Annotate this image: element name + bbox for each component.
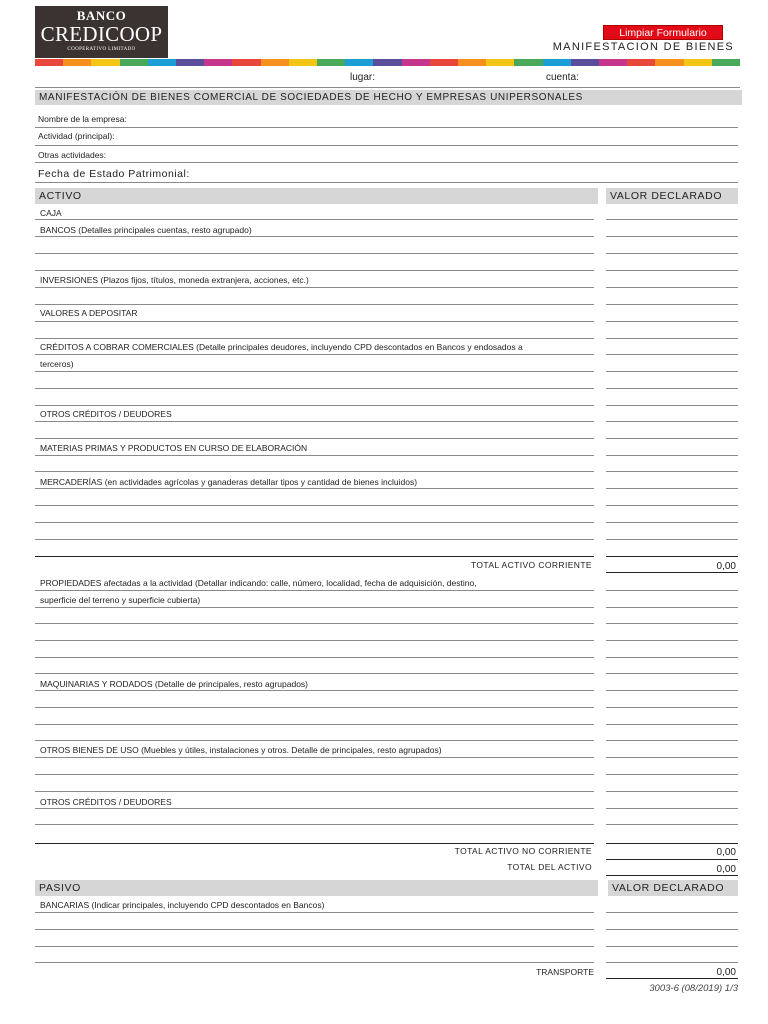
ruled-line bbox=[35, 321, 594, 322]
ruled-line bbox=[606, 978, 738, 979]
ruled-line bbox=[606, 640, 738, 641]
value-input[interactable] bbox=[606, 810, 738, 823]
account-input[interactable] bbox=[600, 70, 738, 86]
value-input[interactable] bbox=[606, 915, 738, 928]
ruled-line bbox=[35, 707, 594, 708]
color-bar-segment bbox=[684, 59, 712, 66]
color-bar-segment bbox=[232, 59, 260, 66]
divider bbox=[35, 145, 738, 146]
ruled-line bbox=[606, 740, 738, 741]
value-input[interactable] bbox=[606, 324, 738, 337]
total-corriente-label: TOTAL ACTIVO CORRIENTE bbox=[470, 560, 592, 570]
color-bar-segment bbox=[261, 59, 289, 66]
value-input[interactable] bbox=[606, 290, 738, 303]
color-bar-segment bbox=[120, 59, 148, 66]
ruled-line bbox=[606, 859, 738, 860]
date-input[interactable] bbox=[210, 165, 738, 180]
mercaderias-label: MERCADERÍAS (en actividades agrícolas y ganaderas detallar tipos y cantidad de bienes incluidos) bbox=[40, 477, 418, 487]
ruled-line bbox=[35, 338, 594, 339]
color-bar-segment bbox=[289, 59, 317, 66]
value-input[interactable] bbox=[606, 898, 738, 911]
propiedades-label-2: superficie del terreno y superficie cubierta) bbox=[40, 595, 201, 605]
value-input[interactable] bbox=[606, 676, 738, 689]
ruled-line bbox=[35, 740, 594, 741]
ruled-line bbox=[606, 388, 738, 389]
propiedades-label-1: PROPIEDADES afectadas a la actividad (Detallar indicando: calle, número, localidad, fecha de adquisición, destino, bbox=[40, 578, 477, 588]
transporte-label: TRANSPORTE bbox=[536, 967, 594, 977]
ruled-line bbox=[606, 791, 738, 792]
value-input[interactable] bbox=[606, 273, 738, 286]
ruled-line bbox=[606, 657, 738, 658]
color-bar-segment bbox=[486, 59, 514, 66]
activity-input[interactable] bbox=[150, 129, 738, 143]
value-input[interactable] bbox=[606, 374, 738, 387]
valores-label: VALORES A DEPOSITAR bbox=[40, 308, 138, 318]
ruled-line bbox=[35, 843, 594, 844]
account-label: cuenta: bbox=[546, 72, 579, 83]
creditos-label-2: terceros) bbox=[40, 359, 74, 369]
color-bar-segment bbox=[63, 59, 91, 66]
color-bar-segment bbox=[627, 59, 655, 66]
activity-label: Actividad (principal): bbox=[38, 131, 115, 141]
ruled-line bbox=[35, 539, 594, 540]
value-input[interactable] bbox=[606, 256, 738, 269]
ruled-line bbox=[35, 471, 594, 472]
company-name-label: Nombre de la empresa: bbox=[38, 114, 127, 124]
value-input[interactable] bbox=[606, 726, 738, 739]
date-label: Fecha de Estado Patrimonial: bbox=[38, 168, 190, 180]
ruled-line bbox=[606, 757, 738, 758]
otros-creditos-2-label: OTROS CRÉDITOS / DEUDORES bbox=[40, 797, 172, 807]
ruled-line bbox=[606, 724, 738, 725]
ruled-line bbox=[606, 522, 738, 523]
ruled-line bbox=[606, 590, 738, 591]
form-code: 3003-6 (08/2019) 1/3 bbox=[649, 983, 738, 994]
ruled-line bbox=[606, 707, 738, 708]
bancarias-label: BANCARIAS (Indicar principales, incluyendo CPD descontados en Bancos) bbox=[40, 900, 325, 910]
ruled-line bbox=[35, 505, 594, 506]
activo-value-header: VALOR DECLARADO bbox=[606, 188, 738, 204]
ruled-line bbox=[606, 623, 738, 624]
ruled-line bbox=[35, 304, 594, 305]
ruled-line bbox=[606, 673, 738, 674]
ruled-line bbox=[35, 354, 594, 355]
value-input[interactable] bbox=[606, 626, 738, 639]
value-input[interactable] bbox=[606, 205, 738, 218]
company-name-input[interactable] bbox=[150, 111, 738, 125]
value-input[interactable] bbox=[606, 222, 738, 235]
pasivo-header: PASIVO bbox=[35, 880, 598, 896]
color-bar-segment bbox=[176, 59, 204, 66]
ruled-line bbox=[35, 287, 594, 288]
ruled-line bbox=[606, 912, 738, 913]
value-input[interactable] bbox=[606, 777, 738, 790]
ruled-line bbox=[606, 338, 738, 339]
total-activo-value: 0,00 bbox=[716, 864, 736, 875]
logo-line-2: CREDICOOP bbox=[40, 22, 163, 46]
ruled-line bbox=[606, 471, 738, 472]
value-input[interactable] bbox=[606, 659, 738, 672]
value-input[interactable] bbox=[606, 932, 738, 945]
ruled-line bbox=[606, 824, 738, 825]
color-bar-segment bbox=[430, 59, 458, 66]
ruled-line bbox=[35, 438, 594, 439]
ruled-line bbox=[35, 219, 594, 220]
ruled-line bbox=[606, 556, 738, 557]
ruled-line bbox=[606, 875, 738, 876]
ruled-line bbox=[606, 946, 738, 947]
section-title: MANIFESTACIÓN DE BIENES COMERCIAL DE SOCIEDADES DE HECHO Y EMPRESAS UNIPERSONALES bbox=[35, 90, 742, 105]
ruled-line bbox=[35, 388, 594, 389]
inversiones-label: INVERSIONES (Plazos fijos, títulos, moneda extranjera, acciones, etc.) bbox=[40, 275, 309, 285]
ruled-line bbox=[606, 962, 738, 963]
ruled-line bbox=[606, 572, 738, 573]
pasivo-value-header: VALOR DECLARADO bbox=[608, 880, 738, 896]
ruled-line bbox=[606, 690, 738, 691]
value-input[interactable] bbox=[606, 643, 738, 656]
ruled-line bbox=[606, 929, 738, 930]
ruled-line bbox=[35, 556, 594, 557]
total-corriente-value: 0,00 bbox=[716, 561, 736, 572]
ruled-line bbox=[35, 724, 594, 725]
ruled-line bbox=[35, 405, 594, 406]
ruled-line bbox=[35, 962, 594, 963]
ruled-line bbox=[35, 912, 594, 913]
bancos-label: BANCOS (Detalles principales cuentas, resto agrupado) bbox=[40, 225, 252, 235]
other-activities-label: Otras actividades: bbox=[38, 150, 107, 160]
color-bar-segment bbox=[148, 59, 176, 66]
ruled-line bbox=[606, 488, 738, 489]
ruled-line bbox=[606, 455, 738, 456]
color-bar-segment bbox=[514, 59, 542, 66]
ruled-line bbox=[606, 287, 738, 288]
ruled-line bbox=[606, 774, 738, 775]
ruled-line bbox=[35, 607, 594, 608]
color-bar-segment bbox=[204, 59, 232, 66]
value-input[interactable] bbox=[606, 391, 738, 404]
color-bar-segment bbox=[599, 59, 627, 66]
ruled-line bbox=[35, 270, 594, 271]
ruled-line bbox=[35, 808, 594, 809]
ruled-line bbox=[606, 438, 738, 439]
ruled-line bbox=[35, 455, 594, 456]
value-input[interactable] bbox=[606, 491, 738, 504]
ruled-line bbox=[35, 253, 594, 254]
logo-line-3: COOPERATIVO LIMITADO bbox=[67, 47, 136, 52]
color-bar-segment bbox=[345, 59, 373, 66]
ruled-line bbox=[606, 354, 738, 355]
ruled-line bbox=[35, 590, 594, 591]
transporte-value: 0,00 bbox=[716, 967, 736, 978]
value-input[interactable] bbox=[606, 576, 738, 589]
activo-header: ACTIVO bbox=[35, 188, 598, 204]
value-input[interactable] bbox=[606, 340, 738, 353]
value-input[interactable] bbox=[606, 693, 738, 706]
ruled-line bbox=[35, 824, 594, 825]
ruled-line bbox=[606, 371, 738, 372]
ruled-line bbox=[606, 607, 738, 608]
ruled-line bbox=[606, 505, 738, 506]
logo-line-1: BANCO bbox=[76, 8, 127, 23]
divider bbox=[35, 162, 738, 163]
color-bar-segment bbox=[91, 59, 119, 66]
ruled-line bbox=[606, 253, 738, 254]
ruled-line bbox=[606, 405, 738, 406]
ruled-line bbox=[606, 236, 738, 237]
ruled-line bbox=[606, 219, 738, 220]
ruled-line bbox=[35, 421, 594, 422]
ruled-line bbox=[35, 236, 594, 237]
value-input[interactable] bbox=[606, 307, 738, 320]
ruled-line bbox=[606, 843, 738, 844]
value-input[interactable] bbox=[606, 357, 738, 370]
ruled-line bbox=[606, 539, 738, 540]
ruled-line bbox=[35, 522, 594, 523]
ruled-line bbox=[35, 488, 594, 489]
total-activo-label: TOTAL DEL ACTIVO bbox=[507, 862, 592, 872]
ruled-line bbox=[35, 673, 594, 674]
maquinarias-label: MAQUINARIAS Y RODADOS (Detalle de principales, resto agrupados) bbox=[40, 679, 309, 689]
value-input[interactable] bbox=[606, 760, 738, 773]
value-input[interactable] bbox=[606, 593, 738, 606]
ruled-line bbox=[606, 421, 738, 422]
value-input[interactable] bbox=[606, 441, 738, 454]
color-bar-segment bbox=[712, 59, 740, 66]
ruled-line bbox=[606, 321, 738, 322]
value-input[interactable] bbox=[606, 710, 738, 723]
document-title: MANIFESTACION DE BIENES bbox=[552, 41, 734, 53]
ruled-line bbox=[35, 690, 594, 691]
value-input[interactable] bbox=[606, 794, 738, 807]
ruled-line bbox=[606, 808, 738, 809]
caja-label: CAJA bbox=[40, 208, 62, 218]
bank-logo bbox=[35, 6, 168, 58]
color-bar-segment bbox=[458, 59, 486, 66]
clear-form-button[interactable]: Limpiar Formulario bbox=[603, 25, 723, 40]
otros-creditos-label: OTROS CRÉDITOS / DEUDORES bbox=[40, 409, 172, 419]
total-no-corriente-value: 0,00 bbox=[716, 847, 736, 858]
total-no-corriente-label: TOTAL ACTIVO NO CORRIENTE bbox=[454, 846, 592, 856]
place-input[interactable] bbox=[390, 70, 535, 86]
color-bar-segment bbox=[571, 59, 599, 66]
color-bar-segment bbox=[402, 59, 430, 66]
materias-label: MATERIAS PRIMAS Y PRODUCTOS EN CURSO DE ELABORACIÓN bbox=[40, 443, 308, 453]
ruled-line bbox=[35, 371, 594, 372]
divider bbox=[35, 87, 740, 88]
ruled-line bbox=[35, 946, 594, 947]
divider bbox=[35, 127, 738, 128]
creditos-label-1: CRÉDITOS A COBRAR COMERCIALES (Detalle principales deudores, incluyendo CPD descontados en Bancos y endosados a bbox=[40, 342, 523, 352]
ruled-line bbox=[35, 640, 594, 641]
divider bbox=[35, 182, 738, 183]
color-bar-segment bbox=[373, 59, 401, 66]
value-input[interactable] bbox=[606, 474, 738, 487]
value-input[interactable] bbox=[606, 424, 738, 437]
ruled-line bbox=[606, 304, 738, 305]
color-bar bbox=[35, 59, 740, 66]
value-input[interactable] bbox=[606, 525, 738, 538]
value-input[interactable] bbox=[606, 609, 738, 622]
ruled-line bbox=[35, 774, 594, 775]
ruled-line bbox=[35, 623, 594, 624]
value-input[interactable] bbox=[606, 407, 738, 420]
value-input[interactable] bbox=[606, 457, 738, 470]
ruled-line bbox=[35, 791, 594, 792]
color-bar-segment bbox=[543, 59, 571, 66]
value-input[interactable] bbox=[606, 508, 738, 521]
ruled-line bbox=[35, 929, 594, 930]
otros-bienes-label: OTROS BIENES DE USO (Muebles y útiles, instalaciones y otros. Detalle de principales, resto agrupados) bbox=[40, 745, 442, 755]
ruled-line bbox=[35, 657, 594, 658]
other-activities-input[interactable] bbox=[150, 147, 738, 161]
ruled-line bbox=[606, 270, 738, 271]
ruled-line bbox=[35, 757, 594, 758]
color-bar-segment bbox=[655, 59, 683, 66]
place-label: lugar: bbox=[350, 72, 376, 83]
color-bar-segment bbox=[317, 59, 345, 66]
color-bar-segment bbox=[35, 59, 63, 66]
value-input[interactable] bbox=[606, 239, 738, 252]
value-input[interactable] bbox=[606, 743, 738, 756]
